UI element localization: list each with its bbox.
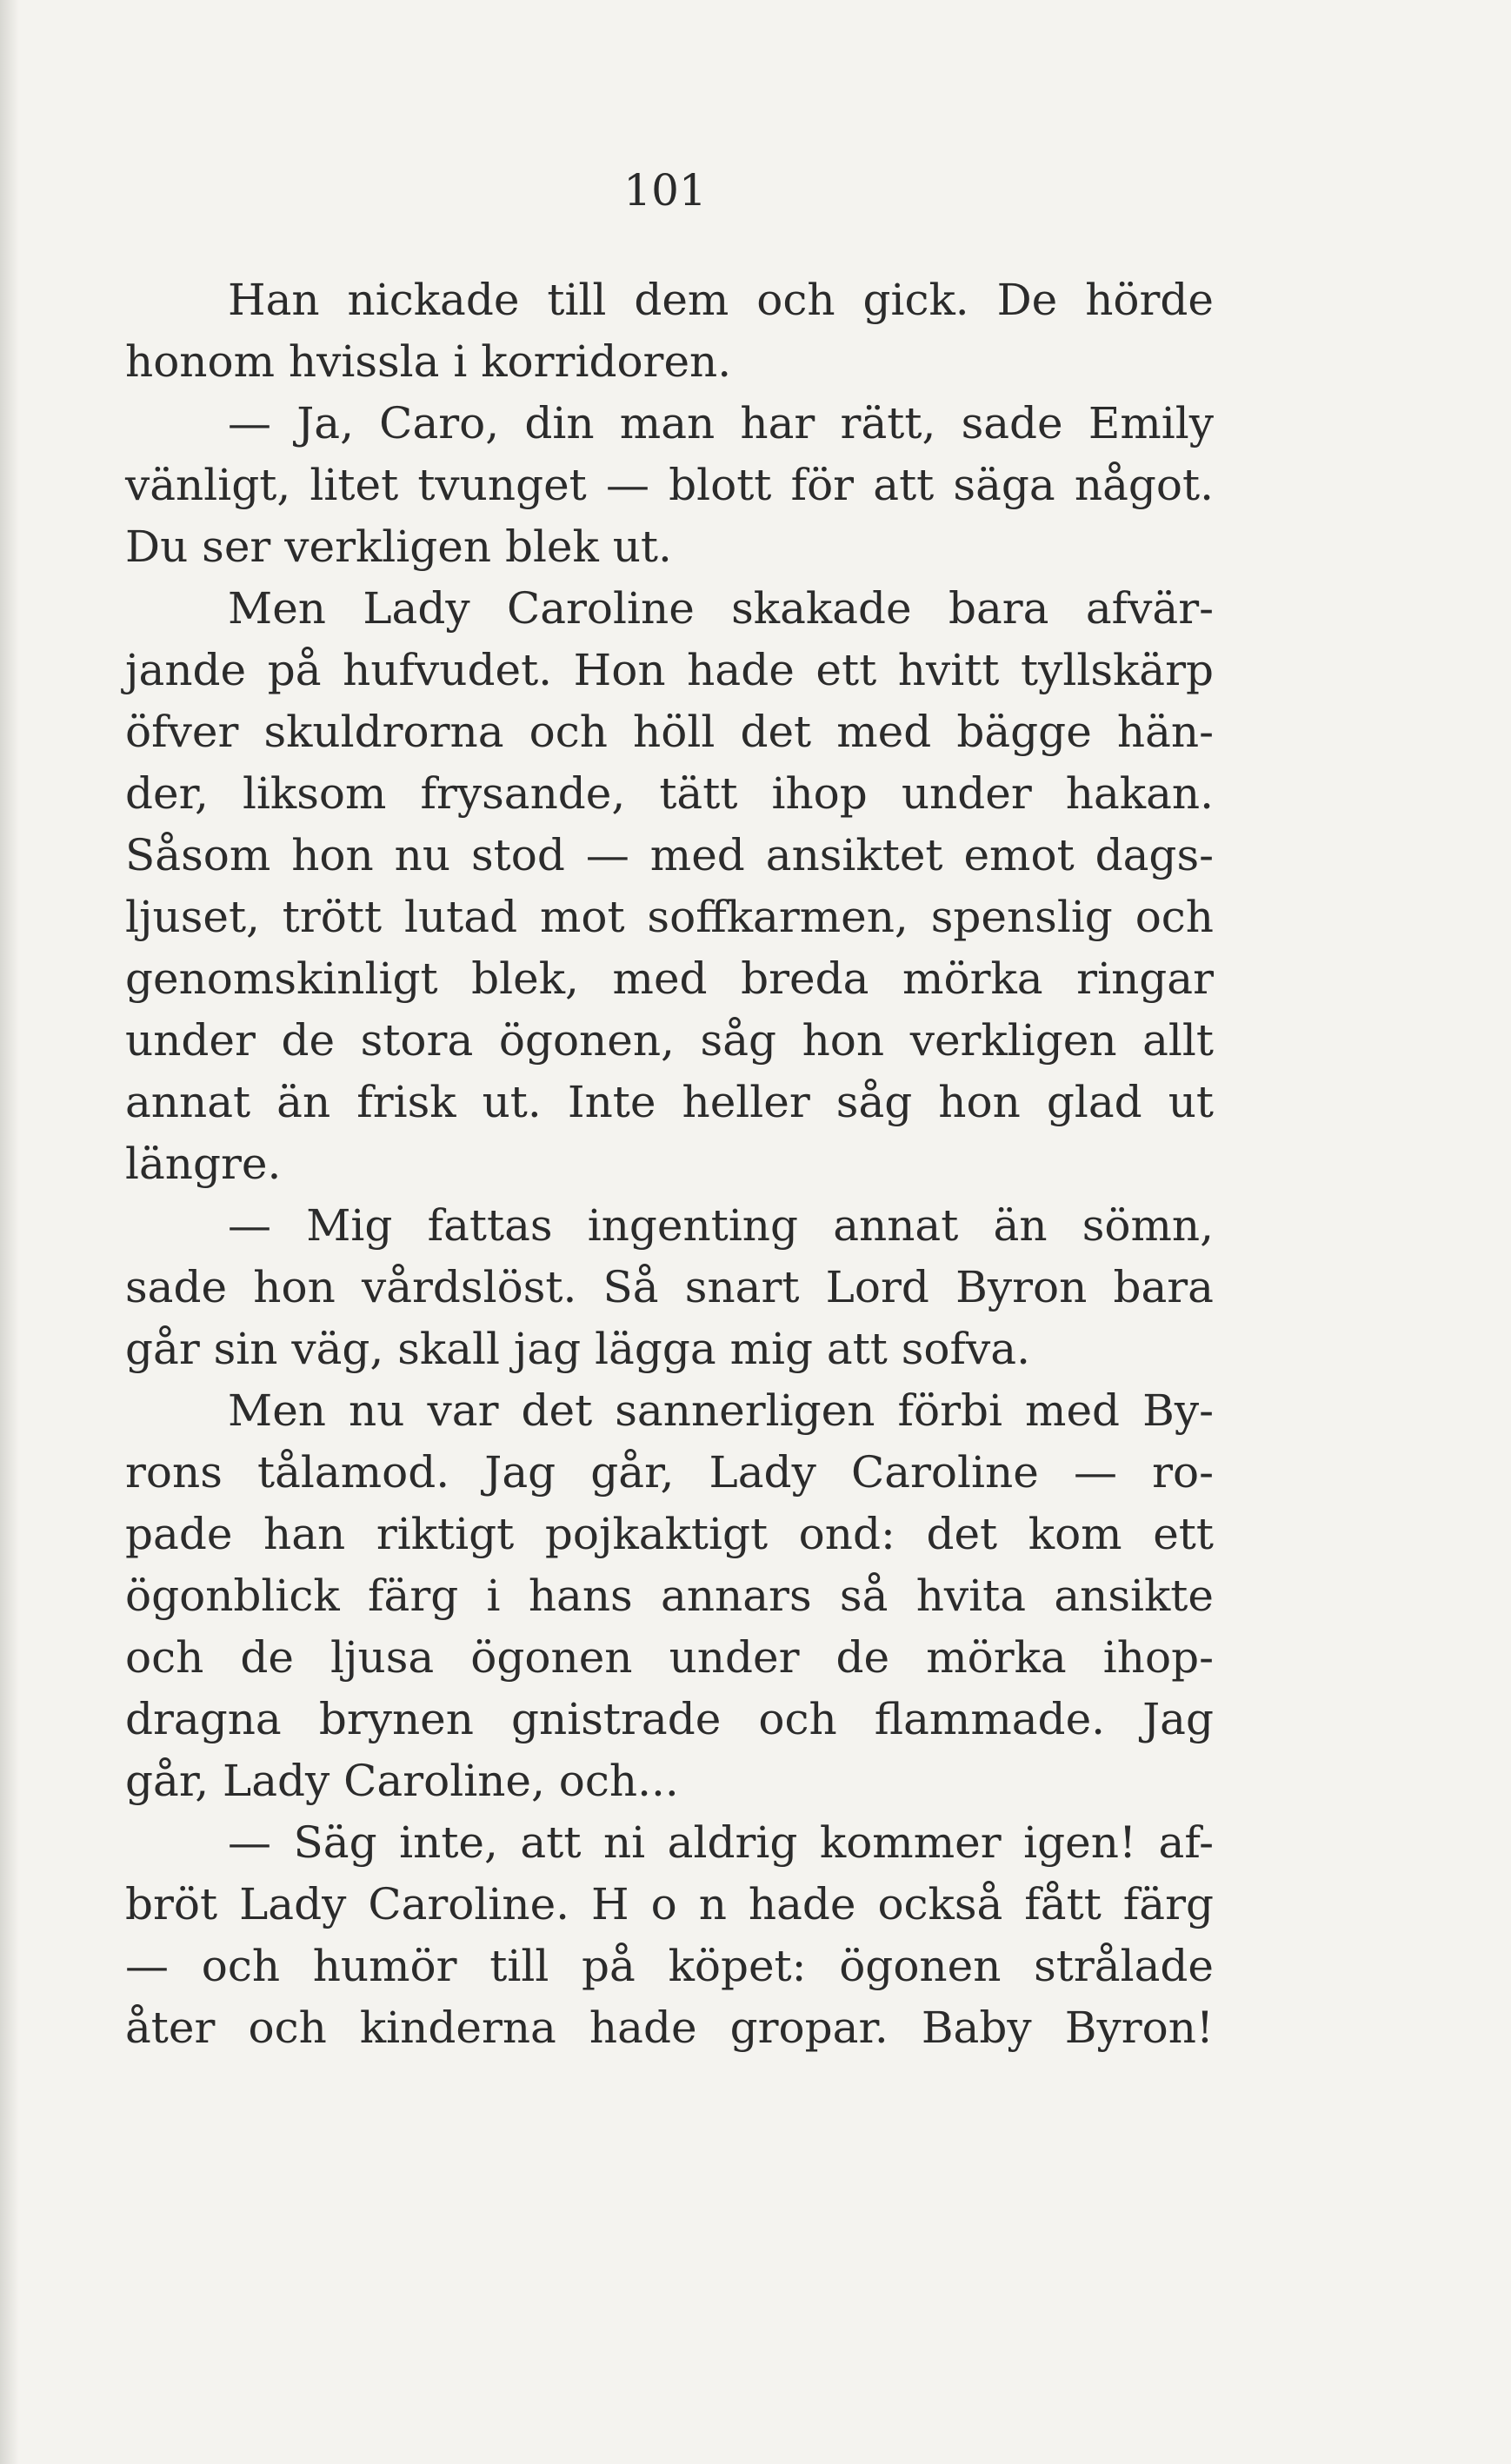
page-edge	[0, 0, 19, 2464]
text-line: dragna brynen gnistrade och flammade. Jag	[125, 1694, 1214, 1744]
text-line: pade han riktigt pojkaktigt ond: det kom ett	[125, 1509, 1214, 1559]
text-line: åter och kinderna hade gropar. Baby Byron!	[125, 2002, 1214, 2053]
text-line: Såsom hon nu stod — med ansiktet emot dags-	[125, 830, 1214, 880]
text-line: under de stora ögonen, såg hon verkligen allt	[125, 1015, 1214, 1066]
text-line: genomskinligt blek, med breda mörka ringar	[125, 953, 1214, 1004]
text-line: går, Lady Caroline, och...	[125, 1756, 679, 1806]
body-text	[125, 269, 1214, 2059]
text-line: honom hvissla i korridoren.	[125, 336, 732, 387]
text-line: sade hon vårdslöst. Så snart Lord Byron bara	[125, 1262, 1214, 1312]
text-line: Men Lady Caroline skakade bara afvär-	[228, 583, 1214, 634]
text-line: Du ser verkligen blek ut.	[125, 521, 672, 572]
text-line: och de ljusa ögonen under de mörka ihop-	[125, 1632, 1214, 1683]
page-number: 101	[623, 165, 707, 216]
text-line: — Säg inte, att ni aldrig kommer igen! af-	[228, 1817, 1214, 1868]
text-line: går sin väg, skall jag lägga mig att sofva.	[125, 1324, 1030, 1374]
text-line: bröt Lady Caroline. H o n hade också fått färg	[125, 1879, 1214, 1929]
text-line: der, liksom frysande, tätt ihop under hakan.	[125, 768, 1214, 819]
text-line: vänligt, litet tvunget — blott för att säga något.	[125, 460, 1214, 510]
text-line: Han nickade till dem och gick. De hörde	[228, 275, 1214, 325]
text-line: annat än frisk ut. Inte heller såg hon glad ut	[125, 1077, 1214, 1127]
text-line: ljuset, trött lutad mot soffkarmen, spenslig och	[125, 892, 1214, 942]
text-line: rons tålamod. Jag går, Lady Caroline — ro-	[125, 1447, 1214, 1498]
text-line: ögonblick färg i hans annars så hvita ansikte	[125, 1571, 1214, 1621]
text-line: öfver skuldrorna och höll det med bägge hän-	[125, 707, 1214, 757]
text-line: — och humör till på köpet: ögonen strålade	[125, 1941, 1214, 1991]
text-line: jande på hufvudet. Hon hade ett hvitt tyllskärp	[125, 645, 1214, 695]
text-line: — Ja, Caro, din man har rätt, sade Emily	[228, 398, 1214, 448]
text-line: Men nu var det sannerligen förbi med By-	[228, 1385, 1214, 1436]
text-line: längre.	[125, 1139, 282, 1189]
text-line: — Mig fattas ingenting annat än sömn,	[228, 1200, 1214, 1251]
